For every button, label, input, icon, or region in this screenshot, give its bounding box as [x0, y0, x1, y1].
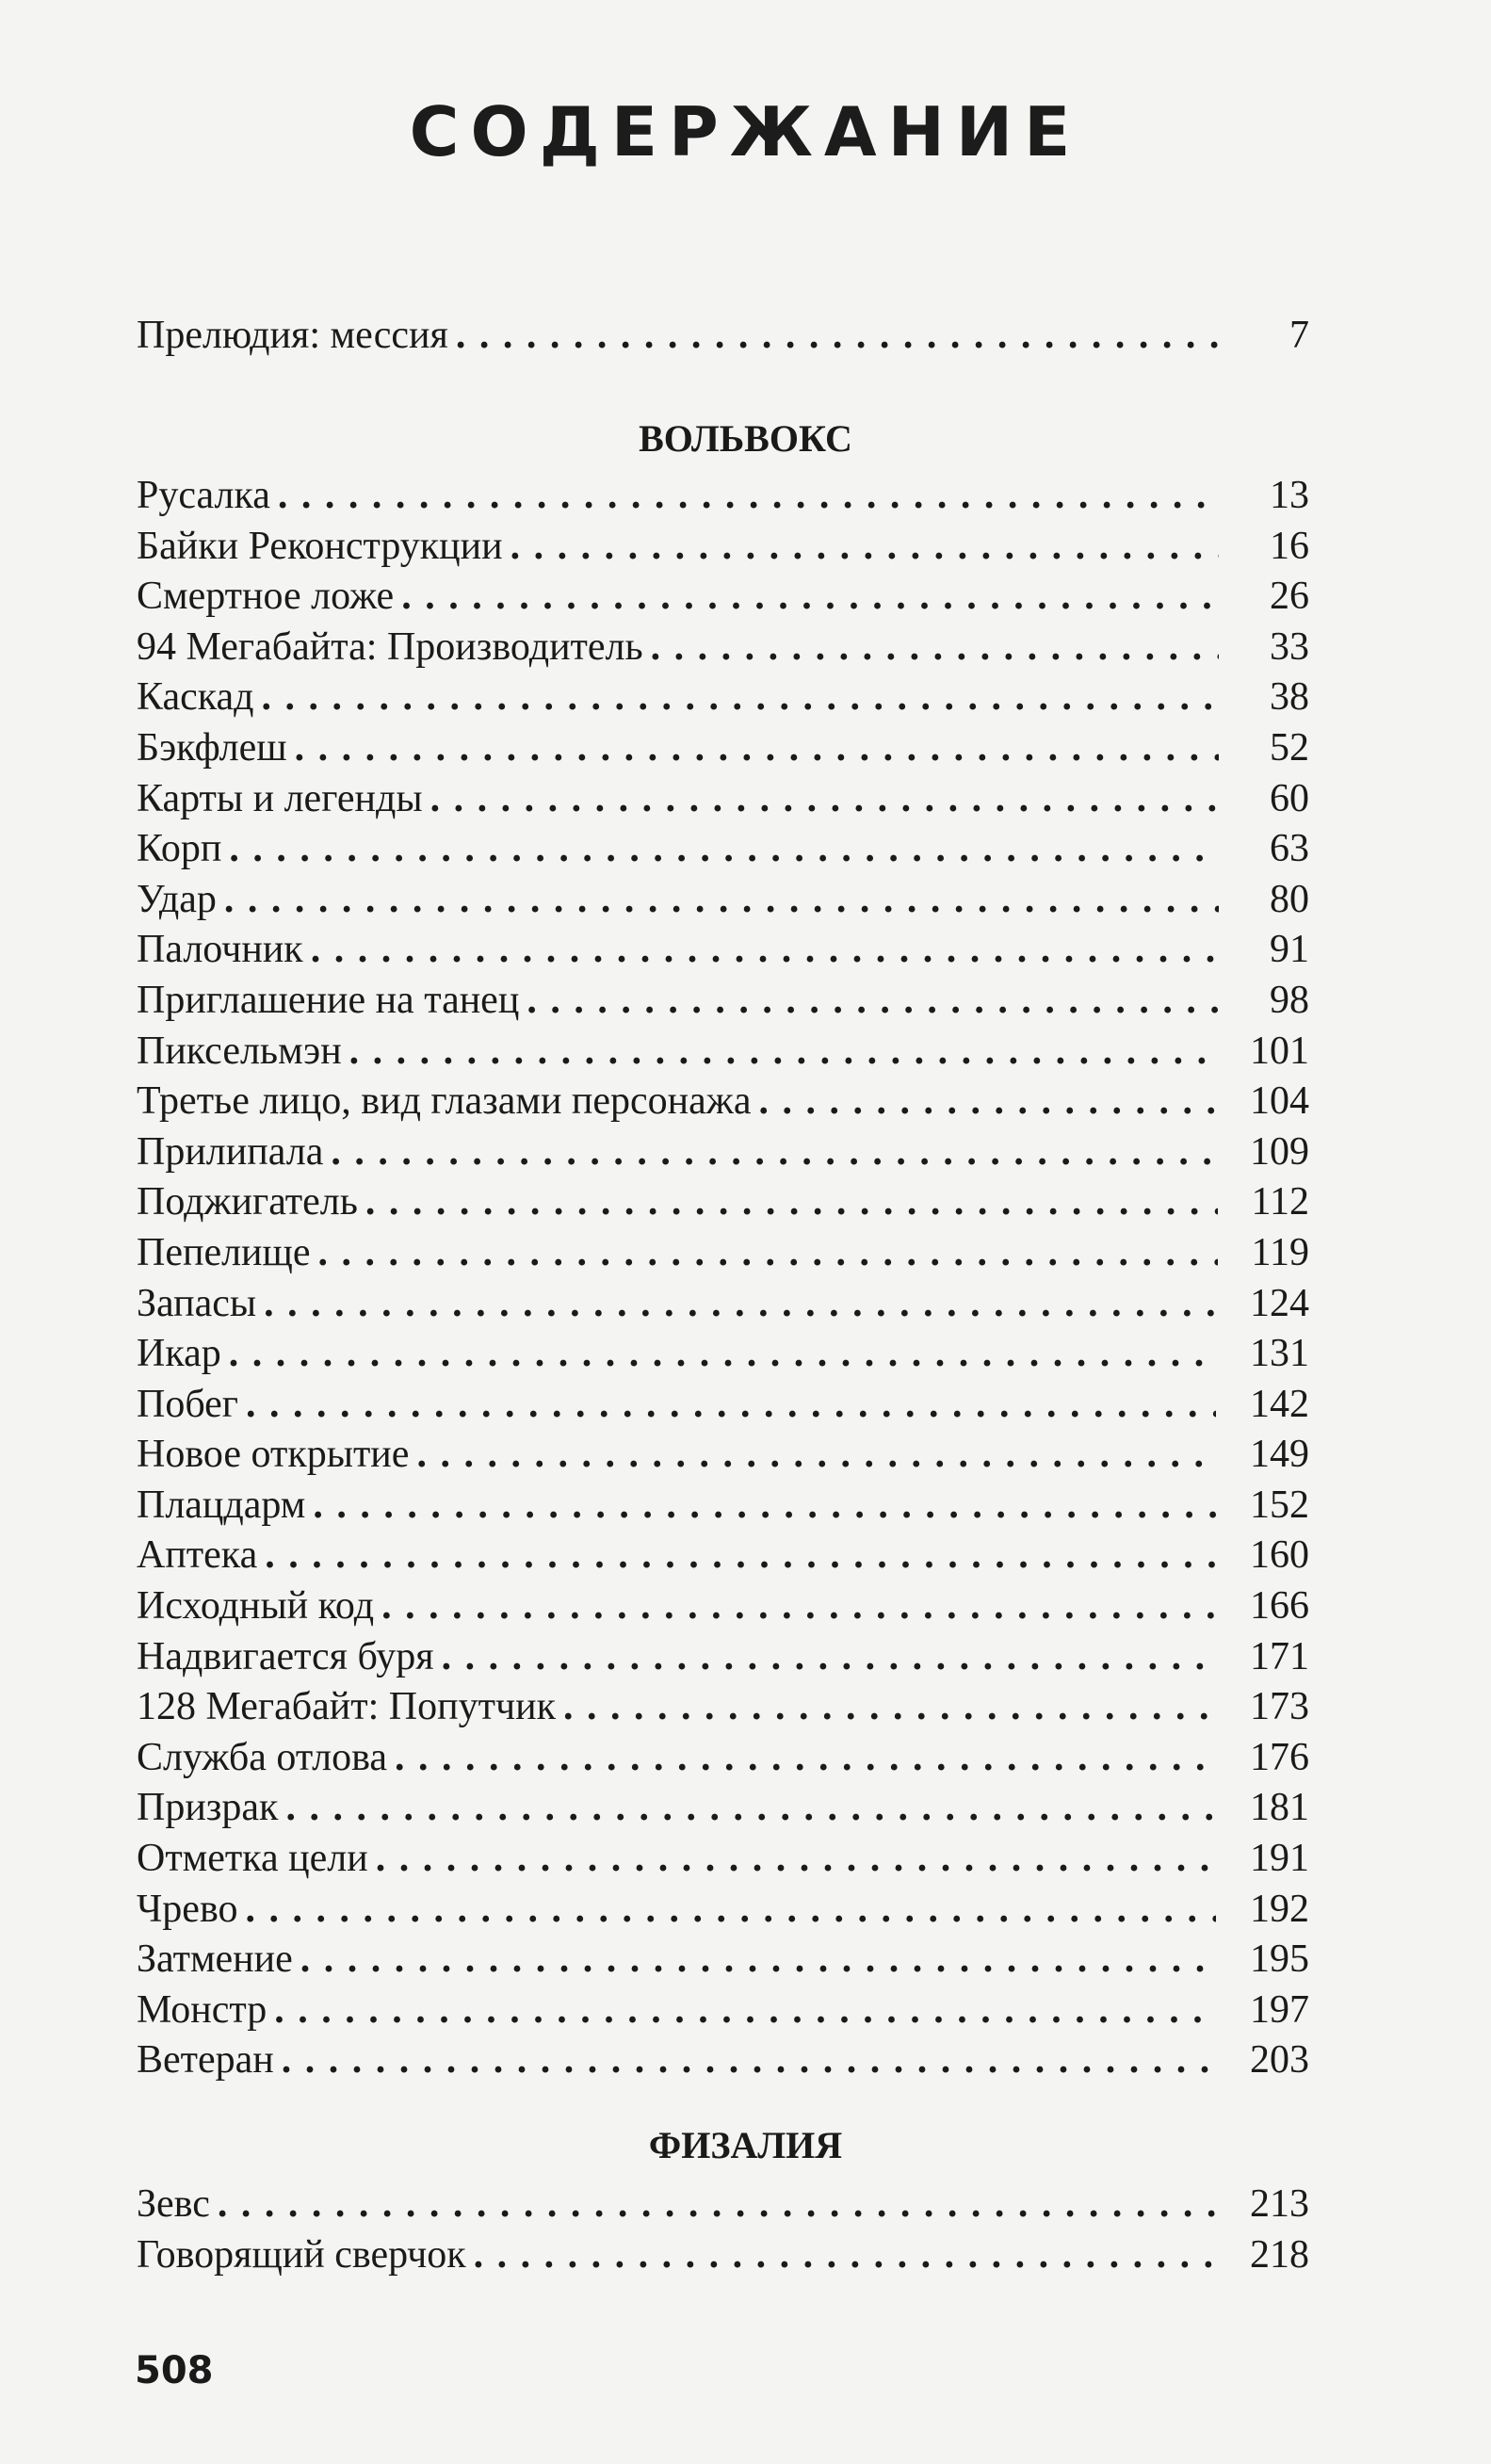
page-title: СОДЕРЖАНИЕ — [409, 92, 1082, 171]
toc-entry — [137, 1127, 1309, 1178]
toc-entry-page: 63 — [1270, 827, 1309, 871]
toc-entry — [137, 1481, 1309, 1532]
toc-entry-title: Зевс — [137, 2182, 210, 2226]
toc-entry-title: Запасы — [137, 1281, 257, 1325]
dot-leader — [318, 1228, 1218, 1279]
toc-entry — [137, 673, 1309, 723]
toc-entry-page: 124 — [1250, 1281, 1309, 1325]
toc-entry-page: 218 — [1250, 2232, 1309, 2277]
toc-entry — [137, 2035, 1309, 2086]
toc-entry-title: Отметка цели — [137, 1837, 368, 1881]
toc-entry-title: Надвигается буря — [137, 1634, 434, 1678]
toc-entry — [137, 471, 1309, 522]
toc-entry-title: Монстр — [137, 1987, 267, 2032]
dot-leader — [474, 2230, 1216, 2281]
section-heading-volvox: ВОЛЬВОКС — [639, 417, 852, 460]
toc-entry — [137, 1783, 1309, 1834]
toc-section-volvox — [137, 471, 1309, 2086]
toc-entry-title: Плацдарм — [137, 1483, 306, 1527]
dot-leader — [395, 1733, 1216, 1784]
toc-entry-title: Чрево — [137, 1887, 238, 1931]
dot-leader — [651, 623, 1219, 673]
toc-entry-title: 128 Мегабайт: Попутчик — [137, 1685, 556, 1729]
toc-entry — [137, 1682, 1309, 1733]
dot-leader — [376, 1834, 1216, 1885]
dot-leader — [262, 673, 1219, 723]
toc-entry — [137, 1177, 1309, 1228]
dot-leader — [278, 471, 1219, 522]
toc-entry-page: 166 — [1250, 1584, 1309, 1629]
dot-leader — [274, 1986, 1216, 2036]
dot-leader — [246, 1380, 1216, 1431]
toc-entry-title: 94 Мегабайта: Производитель — [137, 624, 643, 669]
toc-entry — [137, 976, 1309, 1027]
toc-entry-page: 52 — [1270, 725, 1309, 770]
dot-leader — [430, 774, 1219, 825]
dot-leader — [381, 1581, 1216, 1632]
toc-entry-title: Новое открытие — [137, 1433, 410, 1477]
toc-entry-page: 173 — [1250, 1685, 1309, 1729]
dot-leader — [758, 1077, 1216, 1127]
toc-entry — [137, 572, 1309, 623]
toc-entry — [137, 1885, 1309, 1936]
toc-entry-page: 149 — [1250, 1433, 1309, 1477]
toc-entry-title: Удар — [137, 877, 217, 921]
dot-leader — [563, 1682, 1216, 1733]
toc-entry — [137, 723, 1309, 774]
dot-leader — [264, 1279, 1216, 1330]
dot-leader — [331, 1127, 1216, 1178]
toc-entry-title: Призрак — [137, 1786, 279, 1830]
toc-entry — [137, 623, 1309, 673]
toc-entry — [137, 1077, 1309, 1127]
toc-entry-page: 109 — [1250, 1129, 1309, 1174]
toc-entry-title: Приглашение на танец — [137, 978, 520, 1022]
toc-entry — [137, 522, 1309, 573]
toc-entry — [137, 1531, 1309, 1581]
toc-entry-title: Палочник — [137, 928, 303, 972]
toc-entry-title: Говорящий сверчок — [137, 2232, 466, 2277]
dot-leader — [300, 1935, 1216, 1986]
dot-leader — [265, 1531, 1216, 1581]
toc-entry-page: 16 — [1270, 524, 1309, 568]
toc-entry-page: 195 — [1250, 1937, 1309, 1982]
dot-leader — [295, 723, 1219, 774]
toc-entry-title: Третье лицо, вид глазами персонажа — [137, 1079, 752, 1124]
toc-entry-title: Побег — [137, 1382, 239, 1426]
toc-entry-title: Исходный код — [137, 1584, 375, 1629]
toc-entry-title: Служба отлова — [137, 1735, 388, 1779]
toc-entry — [137, 1733, 1309, 1784]
toc-entry-page: 119 — [1251, 1230, 1309, 1274]
dot-leader — [229, 1329, 1216, 1380]
page-number: 508 — [135, 2349, 214, 2392]
dot-leader — [349, 1027, 1216, 1078]
dot-leader — [456, 311, 1219, 362]
toc-entry-page: 203 — [1250, 2038, 1309, 2083]
section-heading-physalia: ФИЗАЛИЯ — [648, 2124, 843, 2166]
toc-entry — [137, 774, 1309, 825]
toc-entry-page: 192 — [1250, 1887, 1309, 1931]
toc-entry-page: 98 — [1270, 978, 1309, 1022]
toc-entry-page: 104 — [1250, 1079, 1309, 1124]
toc-entry — [137, 1632, 1309, 1683]
toc-entry — [137, 1834, 1309, 1885]
toc-entry — [137, 1027, 1309, 1078]
toc-entry-title: Икар — [137, 1332, 221, 1376]
toc-entry-title: Пепелище — [137, 1230, 311, 1274]
dot-leader — [416, 1430, 1216, 1481]
toc-entry-page: 112 — [1251, 1180, 1309, 1224]
toc-entry-page: 7 — [1289, 314, 1309, 357]
toc-entry — [137, 1430, 1309, 1481]
toc-entry — [137, 1329, 1309, 1380]
toc-entry-page: 13 — [1270, 474, 1309, 517]
toc-section-physalia — [137, 2180, 1309, 2280]
toc-entry-title: Корп — [137, 827, 222, 871]
toc-prelude — [137, 311, 1309, 362]
toc-entry — [137, 925, 1309, 976]
dot-leader — [313, 1481, 1216, 1532]
toc-entry — [137, 1986, 1309, 2036]
toc-entry-page: 38 — [1270, 675, 1309, 720]
toc-entry-title: Каскад — [137, 675, 254, 720]
toc-entry — [137, 1279, 1309, 1330]
toc-entry — [137, 1581, 1309, 1632]
toc-entry-page: 91 — [1270, 928, 1309, 972]
toc-entry-title: Бэкфлеш — [137, 725, 287, 770]
dot-leader — [511, 522, 1219, 573]
toc-entry-title: Прелюдия: мессия — [137, 314, 448, 357]
dot-leader — [224, 875, 1219, 926]
toc-entry-title: Поджигатель — [137, 1180, 358, 1224]
toc-entry — [137, 1935, 1309, 1986]
toc-entry-page: 26 — [1270, 575, 1309, 619]
toc-entry-page: 160 — [1250, 1533, 1309, 1578]
toc-entry-title: Затмение — [137, 1937, 293, 1982]
dot-leader — [365, 1177, 1218, 1228]
toc-entry-page: 101 — [1250, 1029, 1309, 1073]
toc-entry — [137, 2180, 1309, 2230]
dot-leader — [311, 925, 1219, 976]
toc-entry-page: 60 — [1270, 776, 1309, 820]
toc-entry — [137, 1380, 1309, 1431]
toc-entry — [137, 311, 1309, 362]
dot-leader — [282, 2035, 1216, 2086]
dot-leader — [285, 1783, 1216, 1834]
dot-leader — [401, 572, 1219, 623]
toc-entry-page: 131 — [1250, 1332, 1309, 1376]
toc-entry-page: 142 — [1250, 1382, 1309, 1426]
toc-entry-page: 181 — [1250, 1786, 1309, 1830]
toc-entry-title: Ветеран — [137, 2038, 274, 2083]
toc-entry-page: 191 — [1250, 1837, 1309, 1881]
toc-entry — [137, 1228, 1309, 1279]
toc-entry — [137, 875, 1309, 926]
toc-entry — [137, 824, 1309, 875]
toc-entry — [137, 2230, 1309, 2281]
toc-entry-page: 80 — [1270, 877, 1309, 921]
toc-entry-title: Аптека — [137, 1533, 258, 1578]
toc-entry-page: 152 — [1250, 1483, 1309, 1527]
dot-leader — [527, 976, 1219, 1027]
toc-entry-page: 171 — [1250, 1634, 1309, 1678]
toc-entry-title: Пиксельмэн — [137, 1029, 342, 1073]
toc-entry-page: 33 — [1270, 624, 1309, 669]
toc-entry-page: 176 — [1250, 1735, 1309, 1779]
toc-entry-page: 213 — [1250, 2182, 1309, 2226]
toc-entry-title: Карты и легенды — [137, 776, 423, 820]
dot-leader — [229, 824, 1219, 875]
toc-entry-title: Смертное ложе — [137, 575, 395, 619]
toc-entry-title: Прилипала — [137, 1129, 324, 1174]
dot-leader — [442, 1632, 1216, 1683]
toc-entry-title: Русалка — [137, 474, 270, 517]
dot-leader — [218, 2180, 1216, 2230]
toc-entry-title: Байки Реконструкции — [137, 524, 503, 568]
dot-leader — [245, 1885, 1216, 1936]
toc-entry-page: 197 — [1250, 1987, 1309, 2032]
